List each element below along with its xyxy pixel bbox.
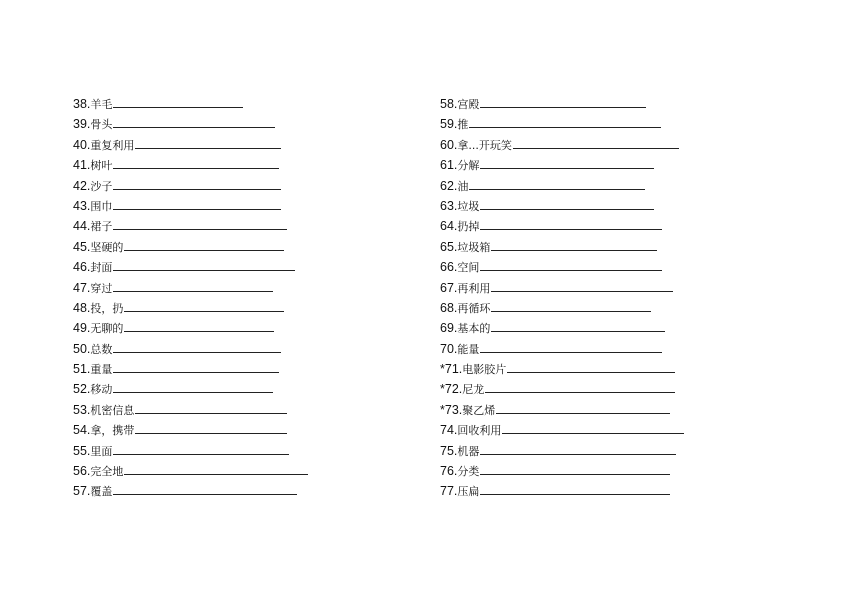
- left-vocab-column: [73, 94, 308, 502]
- item-word: 里面: [90, 444, 113, 458]
- item-number: 65.: [440, 239, 458, 254]
- answer-blank[interactable]: [113, 482, 297, 495]
- answer-blank[interactable]: [491, 319, 665, 332]
- item-word: 无聊的: [90, 322, 124, 336]
- item-word: 沙子: [90, 179, 113, 193]
- item-number: 45.: [73, 239, 91, 254]
- item-number: 62.: [440, 178, 458, 193]
- answer-blank[interactable]: [469, 177, 645, 190]
- item-word: 重复利用: [90, 138, 135, 152]
- answer-blank[interactable]: [113, 380, 273, 393]
- item-word: 推: [457, 118, 469, 132]
- answer-blank[interactable]: [480, 482, 670, 495]
- vocab-item: [440, 237, 684, 257]
- answer-blank[interactable]: [124, 462, 308, 475]
- item-number: 64.: [440, 219, 458, 234]
- item-word: 拿...开玩笑: [457, 138, 512, 152]
- answer-blank[interactable]: [135, 421, 287, 434]
- item-number: 51.: [73, 362, 91, 377]
- item-word: 基本的: [457, 322, 491, 336]
- item-number: *73.: [440, 402, 463, 417]
- item-word: 骨头: [90, 118, 113, 132]
- answer-blank[interactable]: [513, 136, 679, 149]
- answer-blank[interactable]: [480, 217, 662, 230]
- item-word: 投，扔: [90, 301, 124, 315]
- item-word: 尼龙: [462, 383, 485, 397]
- vocab-item: [440, 155, 684, 175]
- vocab-item: [440, 196, 684, 216]
- item-word: 空间: [457, 261, 480, 275]
- vocab-item: [73, 114, 308, 134]
- item-number: 74.: [440, 423, 458, 438]
- vocab-item: [440, 420, 684, 440]
- item-word: 重量: [90, 363, 113, 377]
- vocab-item: [73, 135, 308, 155]
- vocab-item: [440, 359, 684, 379]
- item-word: 电影胶片: [462, 363, 507, 377]
- vocab-item: [440, 114, 684, 134]
- vocab-item: [73, 461, 308, 481]
- item-word: 分类: [457, 465, 480, 479]
- vocab-item: [73, 94, 308, 114]
- item-number: 52.: [73, 382, 91, 397]
- answer-blank[interactable]: [491, 299, 651, 312]
- item-word: 油: [457, 179, 469, 193]
- item-word: 再利用: [457, 281, 491, 295]
- vocab-item: [73, 298, 308, 318]
- item-number: 69.: [440, 321, 458, 336]
- answer-blank[interactable]: [113, 95, 243, 108]
- item-number: 67.: [440, 280, 458, 295]
- answer-blank[interactable]: [135, 401, 287, 414]
- vocab-item: [73, 441, 308, 461]
- vocab-item: [73, 278, 308, 298]
- answer-blank[interactable]: [113, 340, 281, 353]
- item-word: 能量: [457, 342, 480, 356]
- item-number: 68.: [440, 300, 458, 315]
- vocab-item: [440, 441, 684, 461]
- vocab-item: [73, 237, 308, 257]
- item-word: 围巾: [90, 199, 113, 213]
- answer-blank[interactable]: [135, 136, 281, 149]
- item-word: 裙子: [90, 220, 113, 234]
- vocab-item: [73, 155, 308, 175]
- answer-blank[interactable]: [469, 115, 661, 128]
- item-number: 43.: [73, 198, 91, 213]
- item-word: 机密信息: [90, 403, 135, 417]
- item-word: 聚乙烯: [462, 403, 496, 417]
- answer-blank[interactable]: [113, 360, 279, 373]
- item-word: 移动: [90, 383, 113, 397]
- vocab-item: [73, 481, 308, 501]
- vocab-item: [440, 379, 684, 399]
- vocab-item: [440, 176, 684, 196]
- answer-blank[interactable]: [113, 115, 275, 128]
- answer-blank[interactable]: [124, 319, 274, 332]
- item-number: 76.: [440, 464, 458, 479]
- answer-blank[interactable]: [113, 258, 295, 271]
- answer-blank[interactable]: [480, 258, 662, 271]
- item-number: 77.: [440, 484, 458, 499]
- answer-blank[interactable]: [480, 156, 654, 169]
- item-word: 垃圾箱: [457, 240, 491, 254]
- answer-blank[interactable]: [113, 217, 287, 230]
- answer-blank[interactable]: [480, 340, 662, 353]
- item-word: 覆盖: [90, 485, 113, 499]
- item-number: 48.: [73, 300, 91, 315]
- answer-blank[interactable]: [485, 380, 675, 393]
- answer-blank[interactable]: [480, 197, 654, 210]
- item-number: 55.: [73, 443, 91, 458]
- item-word: 机器: [457, 444, 480, 458]
- item-number: 42.: [73, 178, 91, 193]
- item-number: 50.: [73, 341, 91, 356]
- item-number: 56.: [73, 464, 91, 479]
- item-number: 41.: [73, 158, 91, 173]
- vocab-item: [73, 196, 308, 216]
- item-number: 61.: [440, 158, 458, 173]
- vocab-item: [440, 278, 684, 298]
- answer-blank[interactable]: [480, 442, 676, 455]
- answer-blank[interactable]: [113, 197, 281, 210]
- answer-blank[interactable]: [502, 421, 684, 434]
- vocab-item: [73, 400, 308, 420]
- item-word: 扔掉: [457, 220, 480, 234]
- item-number: 59.: [440, 117, 458, 132]
- vocab-item: [440, 481, 684, 501]
- answer-blank[interactable]: [496, 401, 670, 414]
- vocab-item: [440, 318, 684, 338]
- vocab-item: [440, 216, 684, 236]
- vocab-item: [73, 257, 308, 277]
- item-number: 53.: [73, 402, 91, 417]
- item-word: 总数: [90, 342, 113, 356]
- vocab-item: [440, 257, 684, 277]
- item-number: 38.: [73, 97, 91, 111]
- item-word: 压扁: [457, 485, 480, 499]
- item-number: 60.: [440, 137, 458, 152]
- item-number: 49.: [73, 321, 91, 336]
- item-word: 回收利用: [457, 424, 502, 438]
- item-word: 垃圾: [457, 199, 480, 213]
- item-word: 封面: [90, 261, 113, 275]
- answer-blank[interactable]: [113, 279, 273, 292]
- answer-blank[interactable]: [113, 442, 289, 455]
- answer-blank[interactable]: [480, 95, 646, 108]
- item-number: 75.: [440, 443, 458, 458]
- answer-blank[interactable]: [124, 238, 284, 251]
- vocab-item: [440, 135, 684, 155]
- answer-blank[interactable]: [480, 462, 670, 475]
- item-word: 拿，携带: [90, 424, 135, 438]
- item-number: 57.: [73, 484, 91, 499]
- answer-blank[interactable]: [124, 299, 284, 312]
- vocab-item: [73, 339, 308, 359]
- item-number: 58.: [440, 97, 458, 111]
- item-word: 坚硬的: [90, 240, 124, 254]
- item-number: 70.: [440, 341, 458, 356]
- item-number: 54.: [73, 423, 91, 438]
- item-word: 羊毛: [90, 98, 113, 111]
- item-word: 分解: [457, 159, 480, 173]
- item-number: 47.: [73, 280, 91, 295]
- answer-blank[interactable]: [491, 238, 657, 251]
- item-number: 66.: [440, 260, 458, 275]
- item-number: 40.: [73, 137, 91, 152]
- item-word: 穿过: [90, 281, 113, 295]
- right-vocab-column: [440, 94, 684, 502]
- vocab-item: [73, 359, 308, 379]
- item-number: *72.: [440, 382, 463, 397]
- item-number: *71.: [440, 362, 463, 377]
- item-word: 完全地: [90, 465, 124, 479]
- vocab-item: [440, 339, 684, 359]
- item-number: 44.: [73, 219, 91, 234]
- vocab-item: [440, 298, 684, 318]
- answer-blank[interactable]: [113, 156, 279, 169]
- answer-blank[interactable]: [491, 279, 673, 292]
- vocab-item: [440, 94, 684, 114]
- item-number: 46.: [73, 260, 91, 275]
- vocab-item: [440, 400, 684, 420]
- vocab-item: [73, 420, 308, 440]
- item-word: 宫殿: [457, 98, 480, 111]
- vocab-item: [73, 216, 308, 236]
- vocab-item: [73, 318, 308, 338]
- answer-blank[interactable]: [113, 177, 281, 190]
- vocab-item: [73, 379, 308, 399]
- vocab-item: [440, 461, 684, 481]
- answer-blank[interactable]: [507, 360, 675, 373]
- item-number: 39.: [73, 117, 91, 132]
- vocab-item: [73, 176, 308, 196]
- item-word: 再循环: [457, 301, 491, 315]
- item-number: 63.: [440, 198, 458, 213]
- item-word: 树叶: [90, 159, 113, 173]
